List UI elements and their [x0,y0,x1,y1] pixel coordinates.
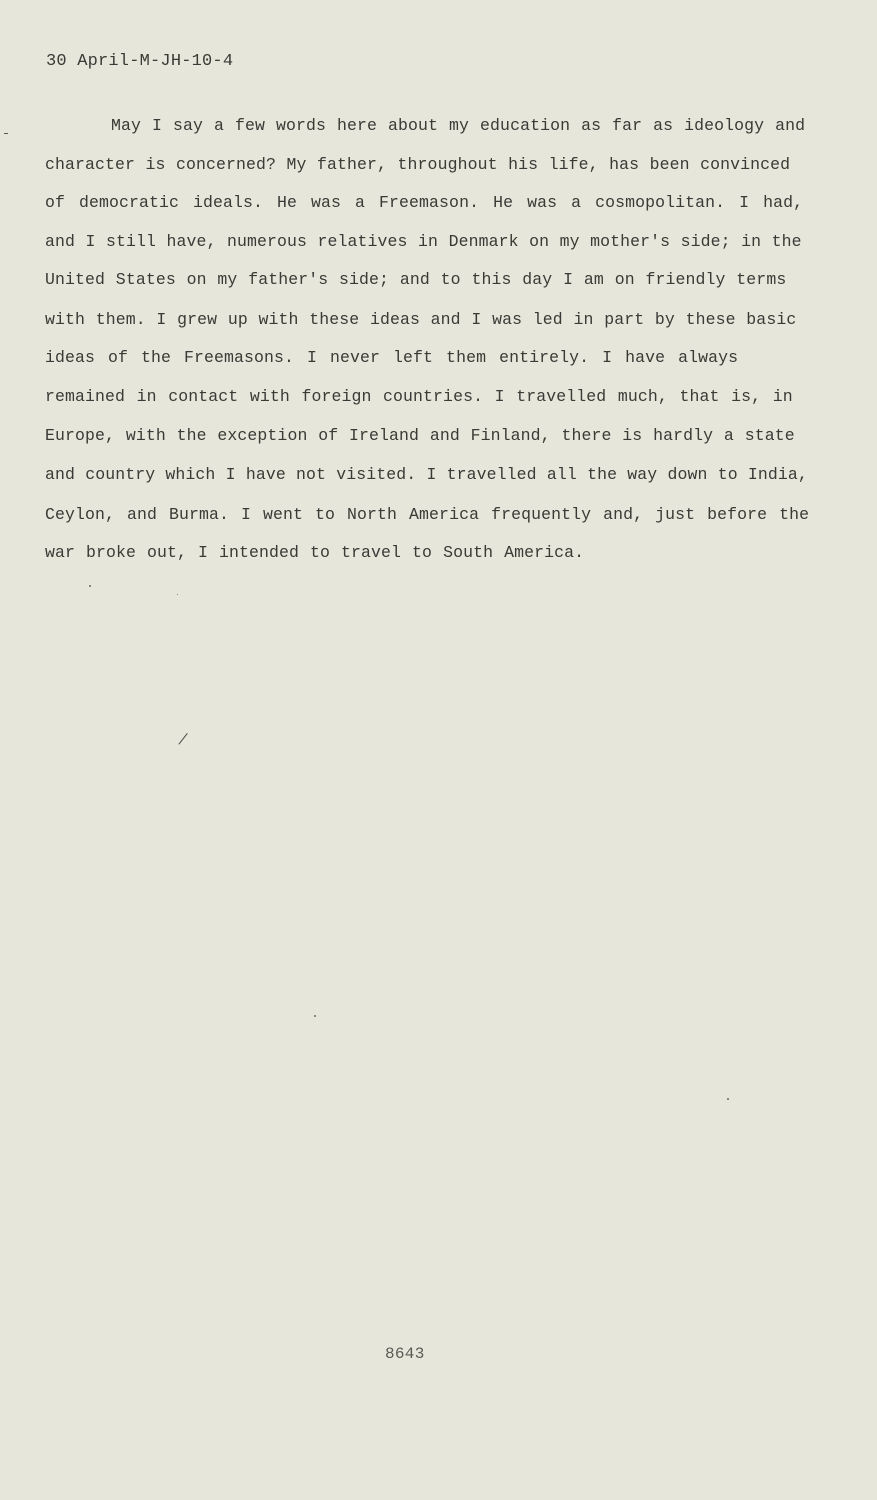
paragraph-line-2: character is concerned? My father, throughout his life, has been convinced [45,155,791,174]
paragraph-line-11: Ceylon, and Burma. I went to North America frequently and, just before the [45,505,810,524]
paper-speck [89,585,91,587]
paragraph-line-1: May I say a few words here about my education as far as ideology and [111,116,806,135]
paper-speck [177,594,178,595]
paragraph-line-9: Europe, with the exception of Ireland and Finland, there is hardly a state [45,426,795,445]
paragraph-line-7: ideas of the Freemasons. I never left them entirely. I have always [45,348,739,367]
paragraph-line-10: and country which I have not visited. I travelled all the way down to India, [45,465,808,484]
paragraph-line-4: and I still have, numerous relatives in Denmark on my mother's side; in the [45,232,802,251]
paragraph-line-8: remained in contact with foreign countries. I travelled much, that is, in [45,387,793,406]
page-number: 8643 [385,1345,425,1363]
paper-speck [727,1098,729,1100]
paragraph-line-12: war broke out, I intended to travel to South America. [45,543,585,562]
paragraph-line-6: with them. I grew up with these ideas and I was led in part by these basic [45,310,797,329]
testimony-paragraph [0,0,877,600]
paragraph-line-3: of democratic ideals. He was a Freemason. He was a cosmopolitan. I had, [45,193,804,212]
paragraph-line-5: United States on my father's side; and to this day I am on friendly terms [45,270,787,289]
document-reference: 30 April-M-JH-10-4 [46,52,234,71]
pencil-mark [178,733,187,745]
paper-speck [314,1015,316,1017]
